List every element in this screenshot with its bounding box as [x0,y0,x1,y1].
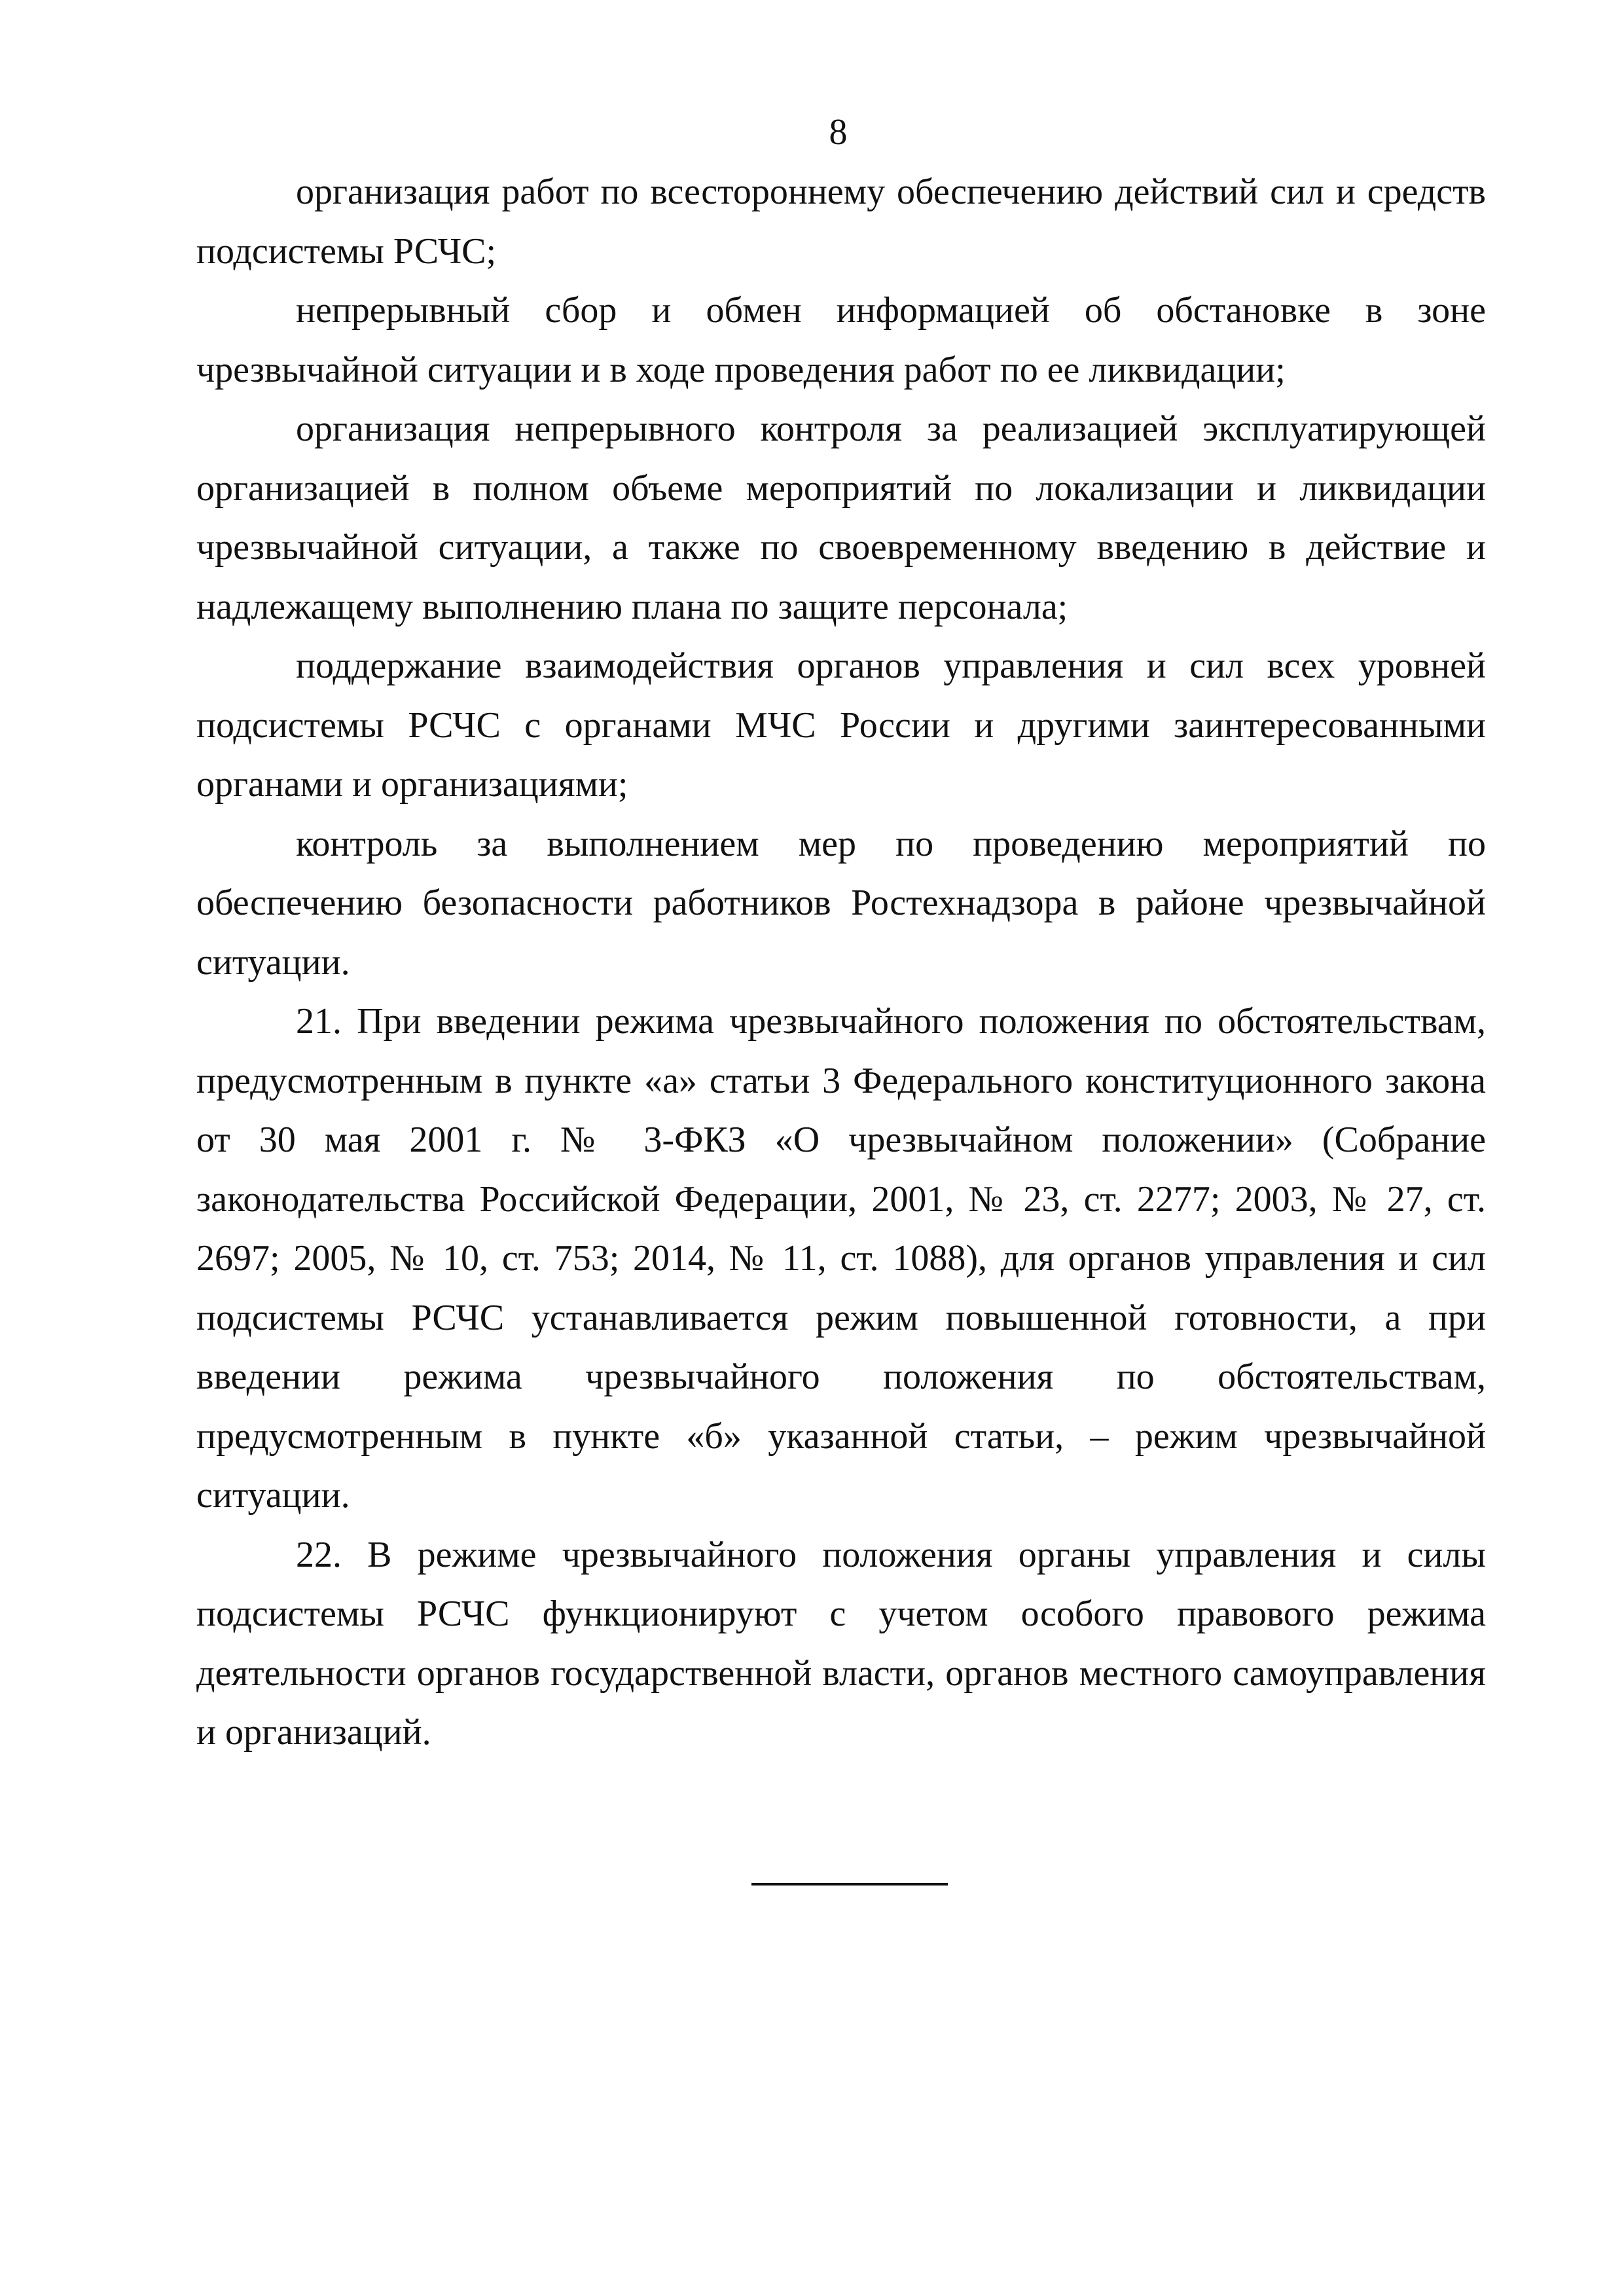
paragraph-clause-22: 22. В режиме чрезвычайного положения органы управления и силы подсистемы РСЧС функционируют с учетом особого правового режима деятельности органов государственной власти, органов местного самоуправления и организаций. [196,1534,1486,1753]
paragraph-5: контроль за выполнением мер по проведению мероприятий по обеспечению безопасности работников Ростехнадзора в районе чрезвычайной ситуации. [196,823,1486,983]
paragraph-3: организация непрерывного контроля за реализацией эксплуатирующей организацией в полном объеме мероприятий по локализации и ликвидации чрезвычайной ситуации, а также по своевременному введению в действие и надлежащему выполнению плана по защите персонала; [196,409,1486,627]
paragraph-1: организация работ по всестороннему обеспечению действий сил и средств подсистемы РСЧС; [196,172,1486,272]
paragraph-2: непрерывный сбор и обмен информацией об обстановке в зоне чрезвычайной ситуации и в ходе проведения работ по ее ликвидации; [196,290,1486,390]
paragraph-4: поддержание взаимодействия органов управления и сил всех уровней подсистемы РСЧС с органами МЧС России и другими заинтересованными органами и организациями; [196,646,1486,805]
page-number: 8 [829,112,848,153]
end-of-document-rule [751,1883,948,1886]
paragraph-clause-21: 21. При введении режима чрезвычайного положения по обстоятельствам, предусмотренным в пункте «а» статьи 3 Федерального конституционного закона от 30 мая 2001 г. № 3-ФКЗ «О чрезвычайном положении» (Собрание законодательства Российской Федерации, 2001, № 23, ст. 2277; 2003, № 27, ст. 2697; 2005, № 10, ст. 753; 2014, № 11, ст. 1088), для органов управления и сил подсистемы РСЧС устанавливается режим повышенной готовности, а при введении режима чрезвычайного положения по обстоятельствам, предусмотренным в пункте «б» указанной статьи, – режим чрезвычайной ситуации. [196,1001,1486,1516]
document-body [196,162,1486,1762]
